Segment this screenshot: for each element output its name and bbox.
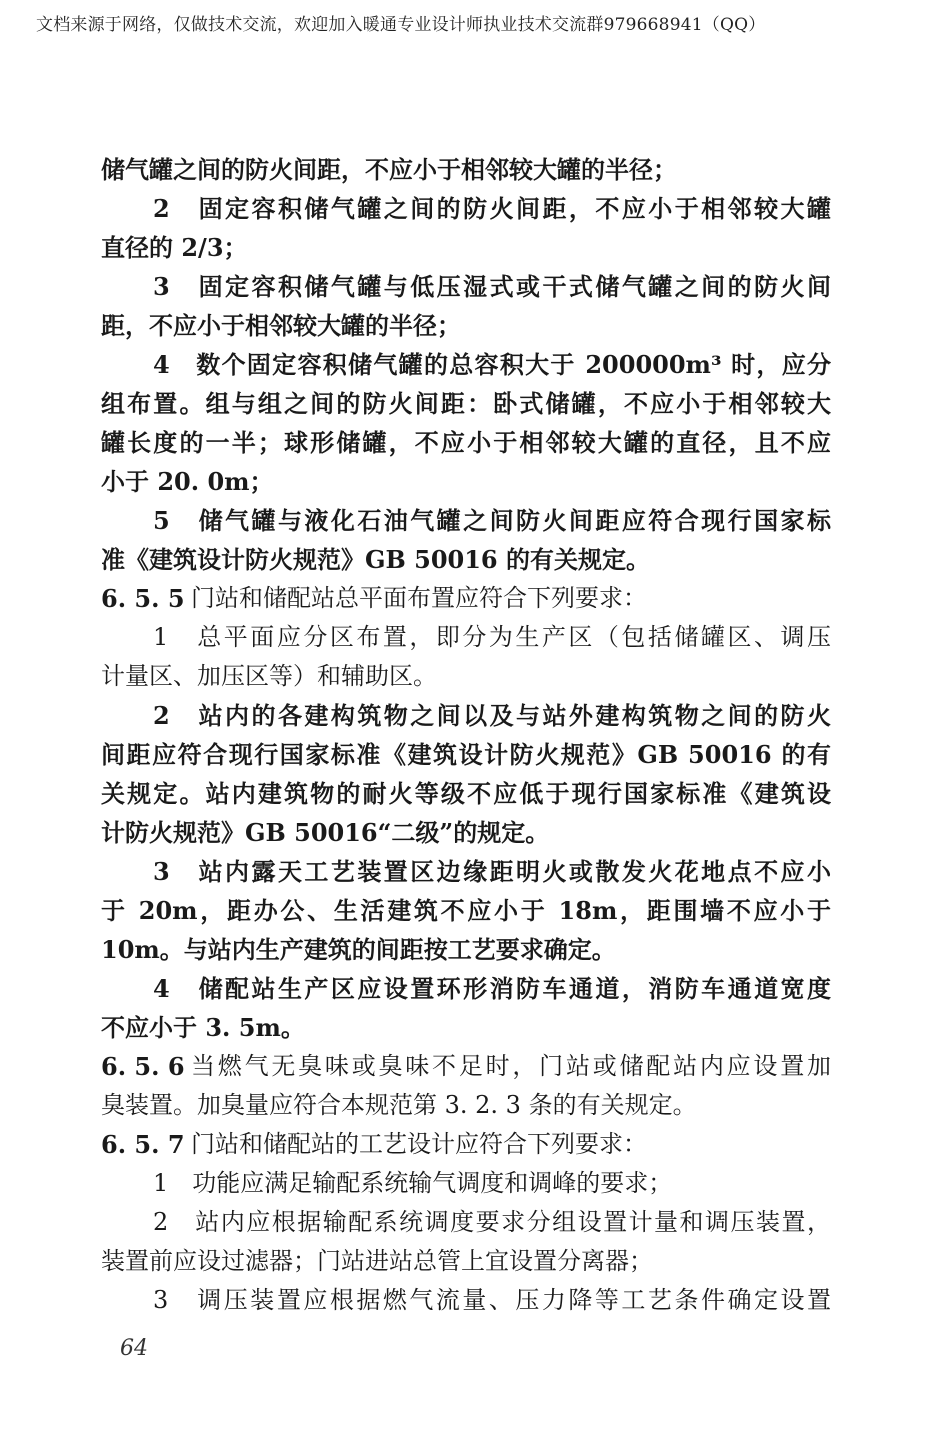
document-body [101, 150, 831, 1320]
line-text: 于 20m，距办公、生活建筑不应小于 18m，距围墙不应小于 [101, 896, 831, 925]
text-line [101, 657, 831, 696]
text-line [101, 1164, 831, 1203]
text-line [101, 696, 831, 735]
text-line [101, 813, 831, 852]
text-line [101, 1086, 831, 1125]
text-line [101, 891, 831, 930]
text-line [101, 969, 831, 1008]
section-number: 6. 5. 5 [101, 584, 185, 613]
line-text: 当燃气无臭味或臭味不足时，门站或储配站内应设置加 [191, 1052, 831, 1080]
page-number: 64 [120, 1336, 148, 1361]
text-line [101, 618, 831, 657]
text-line [101, 1125, 831, 1164]
line-text: 距，不应小于相邻较大罐的半径； [101, 311, 461, 340]
line-text: 5 储气罐与液化石油气罐之间防火间距应符合现行国家标 [153, 506, 831, 535]
text-line [101, 1242, 831, 1281]
line-text: 2 站内应根据输配系统调度要求分组设置计量和调压装置， [153, 1208, 831, 1236]
line-text: 1 功能应满足输配系统输气调度和调峰的要求； [153, 1169, 673, 1197]
line-text: 计防火规范》GB 50016“二级”的规定。 [101, 818, 550, 847]
text-line [101, 462, 831, 501]
line-text: 组布置。组与组之间的防火间距：卧式储罐，不应小于相邻较大 [101, 389, 831, 418]
line-text: 门站和储配站的工艺设计应符合下列要求： [191, 1130, 647, 1158]
line-text: 臭装置。加臭量应符合本规范第 3. 2. 3 条的有关规定。 [101, 1091, 697, 1119]
line-text: 4 数个固定容积储气罐的总容积大于 200000m³ 时，应分 [153, 350, 831, 379]
line-text: 间距应符合现行国家标准《建筑设计防火规范》GB 50016 的有 [101, 740, 831, 769]
line-text: 4 储配站生产区应设置环形消防车通道，消防车通道宽度 [153, 974, 831, 1003]
section-number: 6. 5. 6 [101, 1052, 185, 1081]
text-line [101, 228, 831, 267]
text-line [101, 1008, 831, 1047]
line-text: 2 站内的各建构筑物之间以及与站外建构筑物之间的防火 [153, 701, 831, 730]
text-line [101, 735, 831, 774]
text-line [101, 423, 831, 462]
line-text: 小于 20. 0m； [101, 467, 274, 496]
line-text: 门站和储配站总平面布置应符合下列要求： [191, 584, 647, 612]
section-number: 6. 5. 7 [101, 1130, 185, 1159]
line-text: 计量区、加压区等）和辅助区。 [101, 662, 437, 690]
text-line [101, 345, 831, 384]
watermark-header: 文档来源于网络，仅做技术交流，欢迎加入暖通专业设计师执业技术交流群979668941（QQ） [36, 15, 766, 35]
line-text: 储气罐之间的防火间距，不应小于相邻较大罐的半径； [101, 155, 677, 184]
text-line [101, 1281, 831, 1320]
text-line [101, 150, 831, 189]
text-line [101, 1047, 831, 1086]
line-text: 不应小于 3. 5m。 [101, 1013, 305, 1042]
text-line [101, 774, 831, 813]
line-text: 3 调压装置应根据燃气流量、压力降等工艺条件确定设置 [153, 1286, 831, 1314]
line-text: 直径的 2/3； [101, 233, 248, 262]
text-line [101, 579, 831, 618]
text-line [101, 852, 831, 891]
text-line [101, 501, 831, 540]
text-line [101, 384, 831, 423]
line-text: 3 固定容积储气罐与低压湿式或干式储气罐之间的防火间 [153, 272, 831, 301]
line-text: 3 站内露天工艺装置区边缘距明火或散发火花地点不应小 [153, 857, 831, 886]
text-line [101, 306, 831, 345]
text-line [101, 1203, 831, 1242]
line-text: 关规定。站内建筑物的耐火等级不应低于现行国家标准《建筑设 [101, 779, 831, 808]
text-line [101, 930, 831, 969]
text-line [101, 540, 831, 579]
text-line [101, 267, 831, 306]
line-text: 1 总平面应分区布置，即分为生产区（包括储罐区、调压 [153, 623, 831, 651]
line-text: 10m。与站内生产建筑的间距按工艺要求确定。 [101, 935, 616, 964]
line-text: 罐长度的一半；球形储罐，不应小于相邻较大罐的直径，且不应 [101, 428, 831, 457]
text-line [101, 189, 831, 228]
line-text: 装置前应设过滤器；门站进站总管上宜设置分离器； [101, 1247, 653, 1275]
line-text: 2 固定容积储气罐之间的防火间距，不应小于相邻较大罐 [153, 194, 831, 223]
line-text: 准《建筑设计防火规范》GB 50016 的有关规定。 [101, 545, 650, 574]
